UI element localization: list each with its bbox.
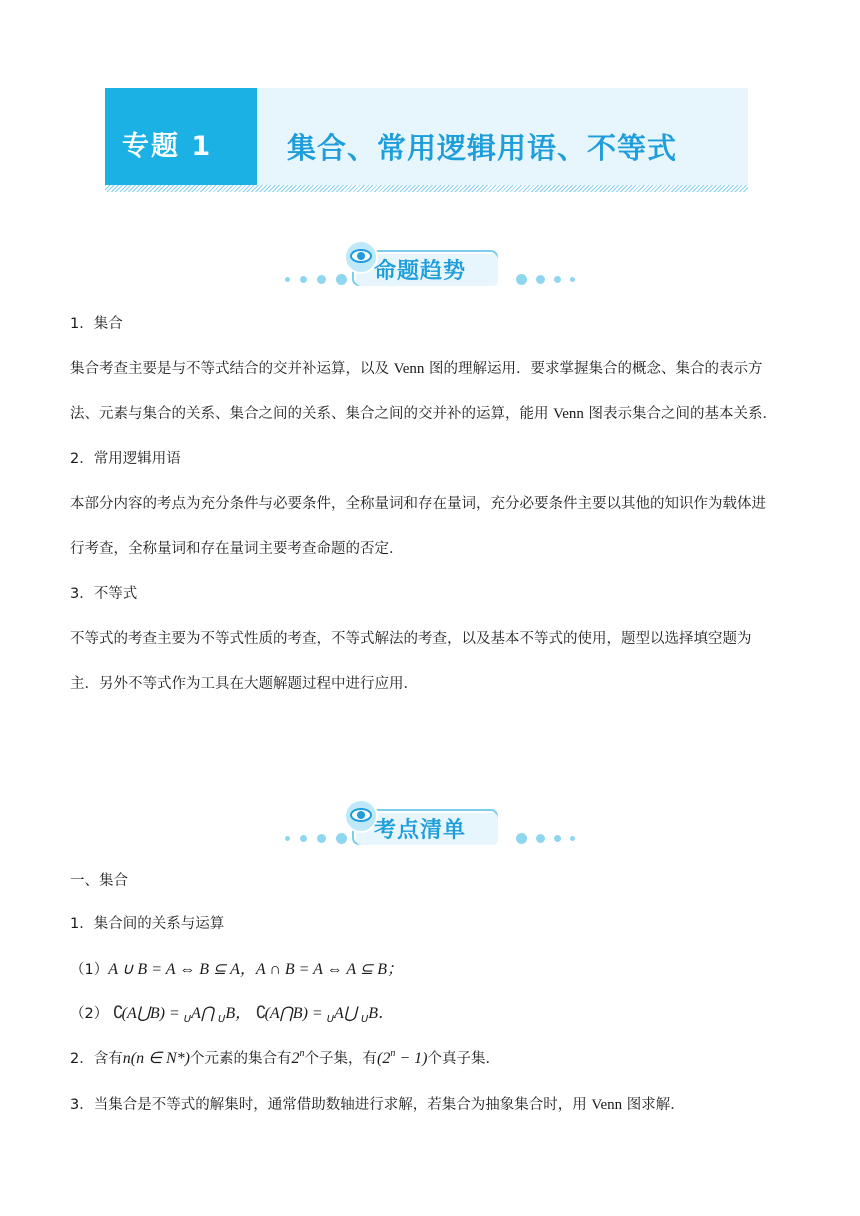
item-line: 2．含有n(n ∈ N*)个元素的集合有2$^n$个子集，有$(2^n - 1)$个真子集．	[70, 1048, 500, 1067]
banner-divider	[105, 185, 748, 192]
decor-dot	[285, 836, 290, 841]
decor-dot	[570, 836, 575, 841]
equation-line: （2） ∁(A⋃B) = $_U$A⋂ $_U$B， ∁(A⋂B) = $_U$A⋃ $_U$B．	[70, 1003, 395, 1025]
section-header-checklist	[280, 799, 580, 849]
part-heading: 一、集合	[70, 873, 128, 889]
paragraph-line: 本部分内容的考点为充分条件与必要条件，全称量词和存在量词，充分必要条件主要以其他的知识作为载体进	[70, 496, 766, 512]
heading-logic: 2．常用逻辑用语	[70, 451, 181, 467]
decor-dot	[536, 834, 545, 843]
decor-dot	[300, 276, 307, 283]
decor-dot	[285, 277, 290, 282]
decor-dot	[300, 835, 307, 842]
decor-dot	[317, 275, 326, 284]
decor-dot	[516, 274, 527, 285]
item-heading: 1．集合间的关系与运算	[70, 916, 225, 932]
topic-label: 专题 1	[122, 131, 213, 162]
decor-dot	[554, 835, 561, 842]
section-header-trends	[280, 240, 580, 290]
page-title: 集合、常用逻辑用语、不等式	[287, 131, 678, 165]
decor-dot	[516, 833, 527, 844]
complement-symbol: ∁	[255, 1003, 265, 1023]
paragraph-line: 行考查，全称量词和存在量词主要考查命题的否定．	[70, 541, 404, 557]
decor-dot	[336, 833, 347, 844]
paragraph-line: 法、元素与集合的关系、集合之间的关系、集合之间的交并补的运算，能用 Venn 图表示集合之间的基本关系．	[70, 406, 778, 422]
heading-inequalities: 3．不等式	[70, 586, 138, 602]
decor-dot	[554, 276, 561, 283]
decor-dot	[536, 275, 545, 284]
decor-dot	[317, 834, 326, 843]
complement-symbol: ∁	[112, 1003, 122, 1023]
section-title: 命题趋势	[374, 259, 467, 284]
paragraph-line: 主．另外不等式作为工具在大题解题过程中进行应用．	[70, 676, 418, 692]
decor-dot	[336, 274, 347, 285]
equation-line: （1）A ∪ B = A ⇔ B ⊆ A，A ∩ B = A ⇔ A ⊆ B；	[70, 961, 404, 978]
section-title: 考点清单	[374, 818, 467, 843]
paragraph-line: 集合考查主要是与不等式结合的交并补运算，以及 Venn 图的理解运用．要求掌握集合的概念、集合的表示方	[70, 361, 763, 377]
decor-dot	[570, 277, 575, 282]
paragraph-line: 不等式的考查主要为不等式性质的考查，不等式解法的考查，以及基本不等式的使用，题型以选择填空题为	[70, 631, 752, 647]
heading-sets: 1．集合	[70, 316, 123, 332]
item-line: 3．当集合是不等式的解集时，通常借助数轴进行求解，若集合为抽象集合时，用 Venn 图求解．	[70, 1097, 685, 1113]
